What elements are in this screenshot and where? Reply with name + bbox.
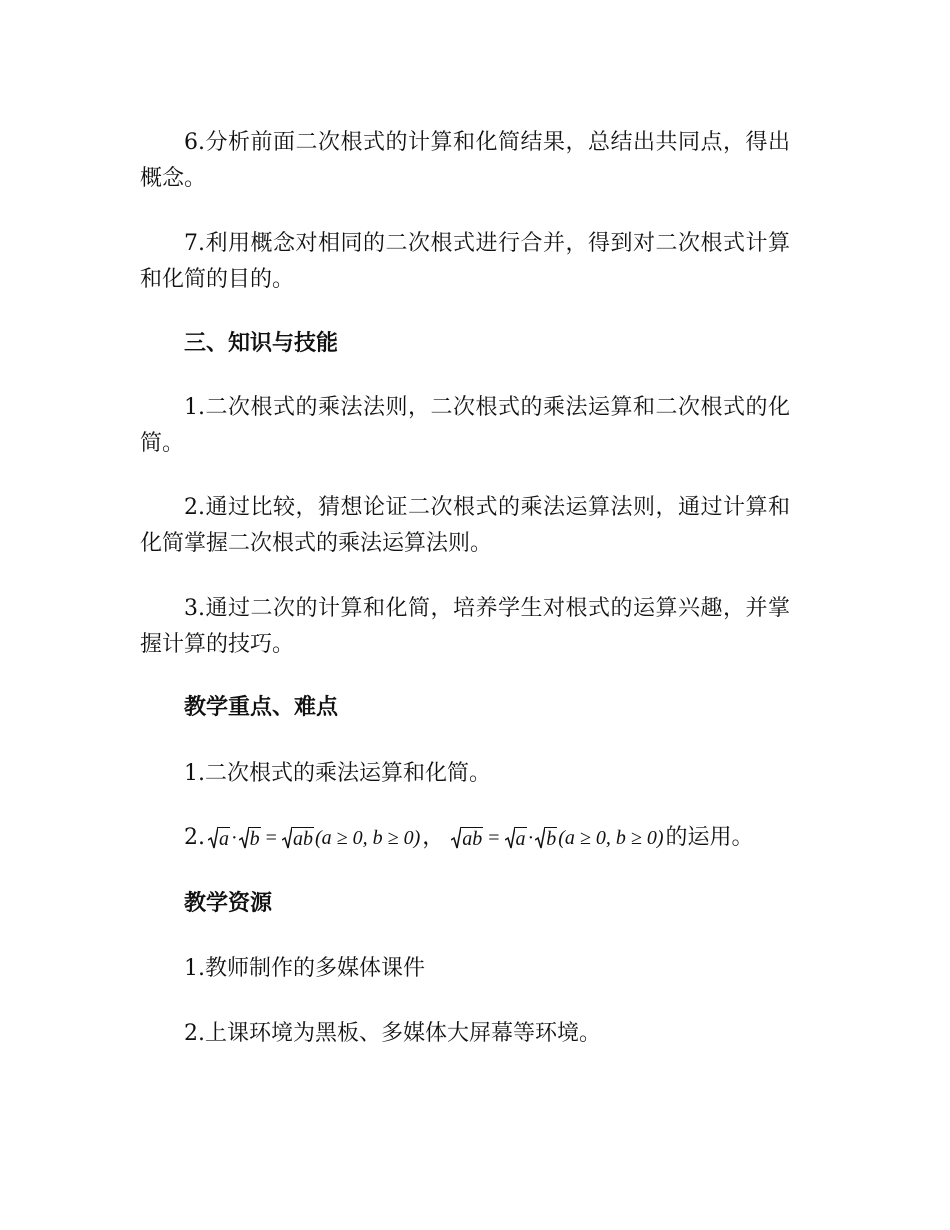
radical-sign-icon	[208, 826, 218, 850]
paragraph-resource-1: 1.教师制作的多媒体课件	[184, 956, 425, 981]
paragraph-resource-2: 2.上课环境为黑板、多媒体大屏幕等环境。	[184, 1021, 601, 1046]
paragraph-difficulty-2	[184, 820, 754, 856]
sqrt-b: b	[535, 826, 557, 850]
formula-suffix: 的运用。	[665, 825, 754, 850]
paragraph-knowledge-2: 2.通过比较，猜想论证二次根式的乘法运算法则，通过计算和化简掌握二次根式的乘法运算法则。	[140, 495, 790, 556]
radical-sign-icon	[505, 826, 515, 850]
sqrt-a: a	[505, 826, 527, 850]
sqrt-b: b	[239, 826, 261, 850]
paragraph-knowledge-1: 1.二次根式的乘法法则，二次根式的乘法运算和二次根式的化简。	[140, 395, 790, 456]
sqrt-a: a	[208, 826, 230, 850]
paragraph-knowledge-3: 3.通过二次的计算和化简，培养学生对根式的运算兴趣，并掌握计算的技巧。	[140, 596, 790, 657]
sqrt-ab: ab	[451, 826, 483, 850]
radical-sign-icon	[282, 826, 292, 850]
sqrt-ab: ab	[282, 826, 314, 850]
paragraph-difficulty-1: 1.二次根式的乘法运算和化简。	[184, 761, 491, 786]
paragraph-step-7: 7.利用概念对相同的二次根式进行合并，得到对二次根式计算和化简的目的。	[140, 231, 790, 292]
heading-teaching-resources: 教学资源	[184, 891, 273, 916]
radical-sign-icon	[535, 826, 545, 850]
paragraph-step-6: 6.分析前面二次根式的计算和化简结果，总结出共同点，得出概念。	[140, 130, 790, 191]
formula-product-rule: a · b = ab (a ≥ 0, b ≥ 0)	[207, 820, 420, 856]
formula-reverse-rule: ab = a · b (a ≥ 0, b ≥ 0)	[450, 820, 663, 856]
heading-knowledge-skills: 三、知识与技能	[184, 331, 339, 356]
radical-sign-icon	[239, 826, 249, 850]
radical-sign-icon	[451, 826, 461, 850]
formula-separator: ，	[422, 825, 445, 850]
formula-prefix: 2.	[184, 825, 205, 850]
heading-key-difficult-points: 教学重点、难点	[184, 695, 339, 720]
